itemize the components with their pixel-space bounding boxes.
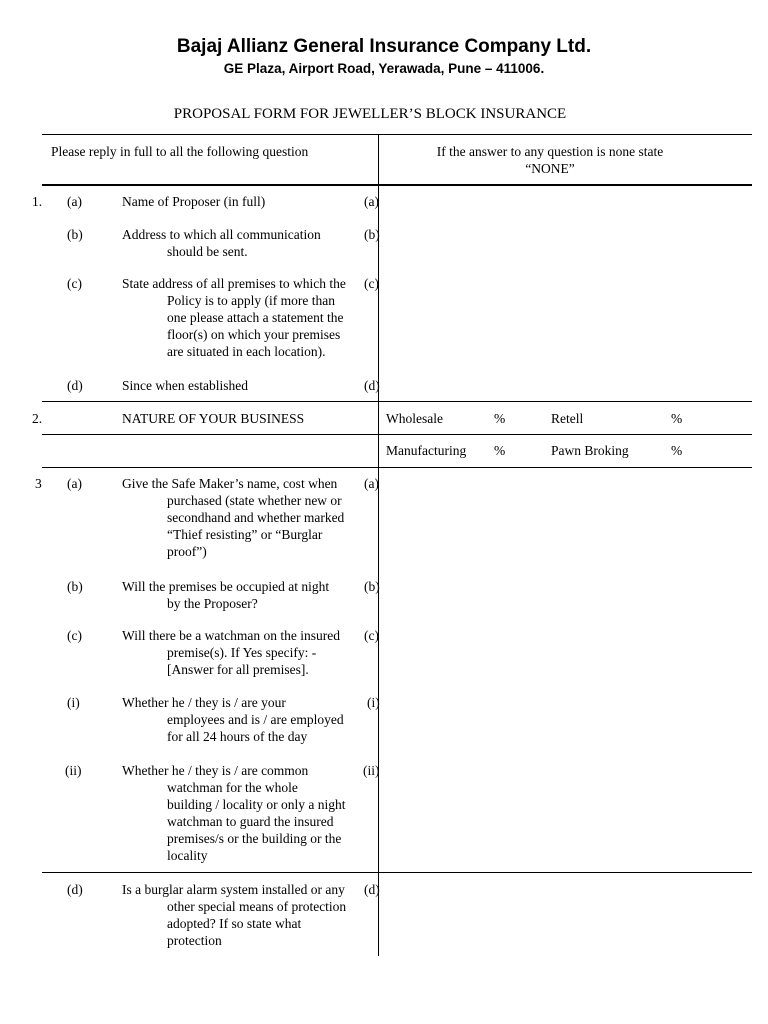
q3a-marker: (a) — [364, 476, 379, 491]
q1-number: 1. — [32, 194, 43, 209]
pawn-broking-percent: % — [671, 443, 683, 458]
q3i-marker: (i) — [367, 695, 380, 710]
manufacturing-percent: % — [494, 443, 506, 458]
q3b-question-line1: Will the premises be occupied at night — [122, 579, 330, 594]
retell-label: Retell — [551, 411, 584, 426]
q3b-question — [122, 578, 329, 612]
pawn-broking-label: Pawn Broking — [551, 443, 629, 458]
q3b-question-rest: by the Proposer? — [167, 596, 258, 611]
wholesale-percent: % — [494, 411, 506, 426]
q3a-question-rest: purchased (state whether new or secondhand and whether marked “Thief resisting” or “Burglar proof”) — [167, 493, 345, 559]
q1c-marker: (c) — [364, 276, 379, 291]
q3d-marker: (d) — [364, 882, 380, 897]
q2-label: NATURE OF YOUR BUSINESS — [122, 411, 305, 426]
q1d-letter: (d) — [67, 378, 83, 393]
q3d-letter: (d) — [67, 882, 83, 897]
q3-number: 3 — [35, 476, 42, 491]
table-top-rule — [42, 134, 752, 135]
q3ii-question-rest: watchman for the whole building / locality or only a night watchman to guard the insured premises/s or the building or the locality — [167, 780, 346, 863]
q3d-question — [122, 881, 346, 949]
q3d-question-rest: other special means of protection adopted? If so state what protection — [167, 899, 347, 948]
header-bottom-rule — [42, 184, 752, 186]
q3i-question — [122, 694, 344, 745]
column-divider — [378, 134, 379, 956]
column-header-right-line1: If the answer to any question is none state — [436, 144, 664, 159]
q2-mid-rule — [42, 434, 752, 435]
q1a-marker: (a) — [364, 194, 379, 209]
wholesale-label: Wholesale — [386, 411, 443, 426]
q1c-question-rest: Policy is to apply (if more than one please attach a statement the floor(s) on which your premises are situated in each location). — [167, 293, 344, 359]
form-title: PROPOSAL FORM FOR JEWELLER’S BLOCK INSURANCE — [173, 106, 567, 122]
q3a-letter: (a) — [67, 476, 82, 491]
q1d-marker: (d) — [364, 378, 380, 393]
retell-percent: % — [671, 411, 683, 426]
q3c-marker: (c) — [364, 628, 379, 643]
q3i-question-line1: Whether he / they is / are your — [122, 695, 286, 710]
q1c-question — [122, 275, 346, 360]
q1-bottom-rule — [42, 401, 752, 402]
q1b-question-rest: should be sent. — [167, 244, 248, 259]
q3ii-question-line1: Whether he / they is / are common — [122, 763, 309, 778]
q1a-letter: (a) — [67, 194, 82, 209]
q3d-question-line1: Is a burglar alarm system installed or any — [122, 882, 345, 897]
company-address: GE Plaza, Airport Road, Yerawada, Pune – 411006. — [223, 61, 545, 76]
q3ii-marker: (ii) — [363, 763, 380, 778]
q1b-marker: (b) — [364, 227, 380, 242]
column-header-right — [380, 143, 720, 177]
manufacturing-label: Manufacturing — [386, 443, 467, 458]
q2-bottom-rule — [42, 467, 752, 468]
q1a-question: Name of Proposer (in full) — [122, 194, 266, 209]
q3i-question-rest: employees and is / are employed for all 24 hours of the day — [167, 712, 344, 744]
q3a-question — [122, 475, 344, 560]
column-header-right-line2: “NONE” — [525, 161, 575, 176]
q1b-question-line1: Address to which all communication — [122, 227, 321, 242]
q2-number: 2. — [32, 411, 43, 426]
q3c-question-rest: premise(s). If Yes specify: - [Answer for all premises]. — [167, 645, 317, 677]
q1b-letter: (b) — [67, 227, 83, 242]
q3i-letter: (i) — [67, 695, 80, 710]
q3b-letter: (b) — [67, 579, 83, 594]
q3c-bottom-rule — [42, 872, 752, 873]
column-header-left: Please reply in full to all the following question — [51, 144, 309, 159]
q1c-letter: (c) — [67, 276, 82, 291]
q1b-question — [122, 226, 321, 260]
q3b-marker: (b) — [364, 579, 380, 594]
q3ii-question — [122, 762, 345, 864]
q3a-question-line1: Give the Safe Maker’s name, cost when — [122, 476, 338, 491]
q3c-letter: (c) — [67, 628, 82, 643]
q3c-question-line1: Will there be a watchman on the insured — [122, 628, 341, 643]
company-name: Bajaj Allianz General Insurance Company Ltd. — [176, 36, 592, 57]
q3c-question — [122, 627, 340, 678]
q1c-question-line1: State address of all premises to which the — [122, 276, 346, 291]
q3ii-letter: (ii) — [65, 763, 82, 778]
q1d-question: Since when established — [122, 378, 248, 393]
